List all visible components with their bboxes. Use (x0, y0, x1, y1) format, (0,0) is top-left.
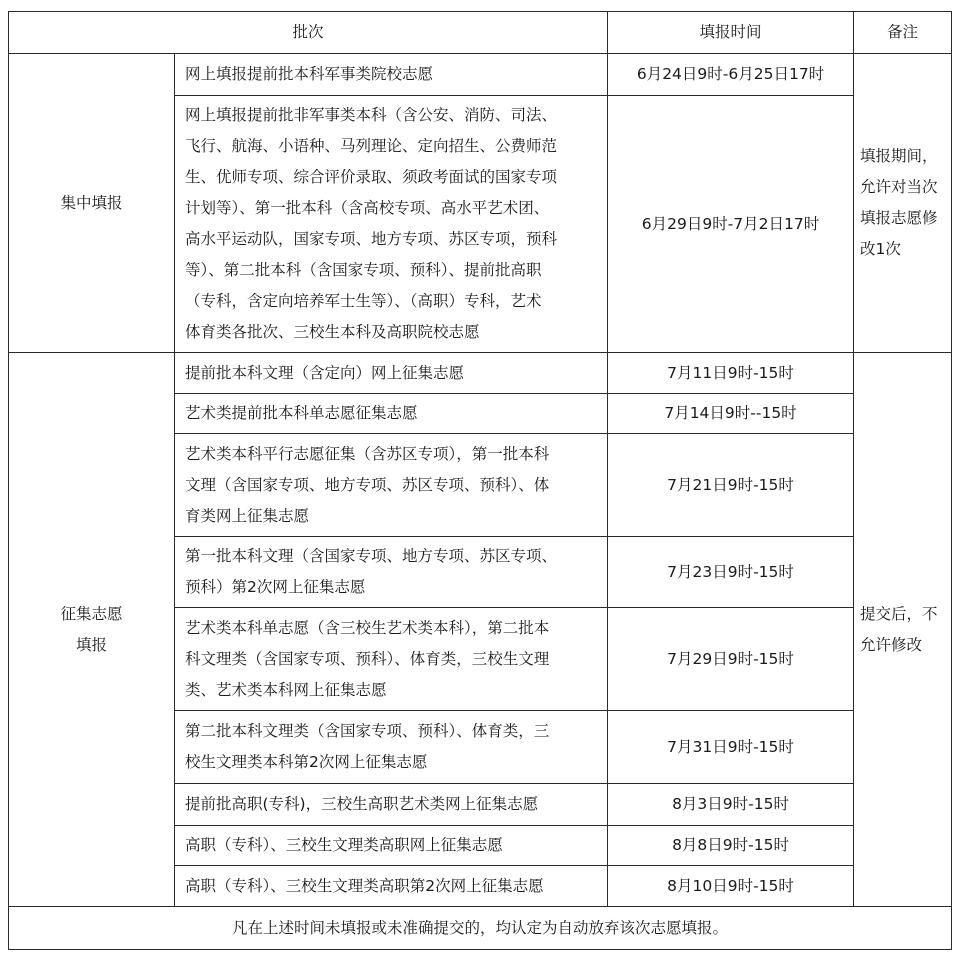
batch-text: 等）、第二批本科（含国家专项、预科）、提前批高职 (185, 261, 542, 279)
note-line: 允许对当次 (860, 178, 938, 196)
batch-text: 高水平运动队，国家专项、地方专项、苏区专项，预科 (185, 230, 558, 248)
header-batch: 批次 (9, 12, 608, 54)
batch-text: 艺术类提前批本科单志愿征集志愿 (185, 404, 418, 422)
time-cell: 7月21日9时-15时 (608, 434, 854, 537)
batch-text: 高职（专科）、三校生文理类高职第2次网上征集志愿 (185, 876, 544, 895)
table-row (9, 54, 952, 96)
footer-row (9, 907, 952, 950)
batch-text: 网上填报提前批非军事类本科（含公安、消防、司法、 (185, 106, 558, 124)
batch-text: 第一批本科文理（含国家专项、地方专项、苏区专项、 (185, 547, 558, 565)
batch-cell (175, 537, 608, 608)
header-note: 备注 (854, 12, 952, 54)
batch-text: 艺术类本科单志愿（含三校生艺术类本科），第二批本 (185, 618, 550, 637)
note-cell-solicitation (854, 353, 952, 907)
time-cell: 8月8日9时-15时 (608, 826, 854, 866)
batch-text: 提前批本科文理（含定向）网上征集志愿 (185, 363, 465, 382)
batch-text: （专科，含定向培养军士生等）、（高职）专科，艺术 (185, 292, 542, 310)
batch-text: 校生文理类本科第2次网上征集志愿 (185, 753, 428, 771)
batch-text: 第二批本科文理类（含国家专项、预科）、体育类，三 (185, 722, 550, 740)
batch-cell (175, 866, 608, 907)
batch-cell (175, 394, 608, 434)
note-line: 允许修改 (860, 635, 923, 654)
batch-cell (175, 96, 608, 353)
note-line: 改1次 (860, 240, 901, 258)
batch-cell (175, 784, 608, 826)
time-cell: 8月10日9时-15时 (608, 866, 854, 907)
schedule-table (8, 11, 952, 950)
batch-text: 科文理类（含国家专项、预科）、体育类，三校生文理 (185, 649, 550, 668)
table-row (9, 353, 952, 394)
time-cell: 7月23日9时-15时 (608, 537, 854, 608)
group-label-line: 填报 (75, 635, 107, 654)
header-row (9, 12, 952, 54)
batch-cell (175, 353, 608, 394)
batch-text: 类、艺术类本科网上征集志愿 (185, 680, 387, 699)
batch-text: 飞行、航海、小语种、马列理论、定向招生、公费师范 (185, 137, 558, 155)
group-label-line: 征集志愿 (60, 604, 123, 623)
note-cell-centralized (854, 54, 952, 353)
batch-cell (175, 711, 608, 784)
header-time: 填报时间 (608, 12, 854, 54)
batch-text: 文理（含国家专项、地方专项、苏区专项、预科）、体 (185, 475, 550, 494)
batch-cell (175, 54, 608, 96)
batch-cell (175, 434, 608, 537)
note-line: 填报志愿修 (860, 209, 938, 227)
batch-text: 高职（专科）、三校生文理类高职网上征集志愿 (185, 836, 503, 854)
time-cell: 8月3日9时-15时 (608, 784, 854, 826)
batch-text: 育类网上征集志愿 (185, 506, 310, 525)
batch-text: 艺术类本科平行志愿征集（含苏区专项），第一批本科 (185, 444, 550, 463)
batch-text: 网上填报提前批本科军事类院校志愿 (185, 65, 434, 83)
note-line: 提交后，不 (860, 604, 938, 623)
batch-cell (175, 826, 608, 866)
time-cell: 6月24日9时-6月25日17时 (608, 54, 854, 96)
batch-text: 计划等）、第一批本科（含高校专项、高水平艺术团、 (185, 199, 550, 217)
note-line: 填报期间， (860, 147, 938, 165)
batch-text: 提前批高职(专科)，三校生高职艺术类网上征集志愿 (185, 795, 539, 813)
batch-text: 体育类各批次、三校生本科及高职院校志愿 (185, 323, 480, 341)
time-cell: 7月29日9时-15时 (608, 608, 854, 711)
group-label-solicitation (9, 353, 175, 907)
time-cell: 7月31日9时-15时 (608, 711, 854, 784)
time-cell: 6月29日9时-7月2日17时 (608, 96, 854, 353)
footer-note: 凡在上述时间未填报或未准确提交的，均认定为自动放弃该次志愿填报。 (9, 907, 952, 950)
batch-text: 预科）第2次网上征集志愿 (185, 578, 366, 596)
batch-cell (175, 608, 608, 711)
group-label-centralized: 集中填报 (9, 54, 175, 353)
batch-text: 生、优师专项、综合评价录取、须政考面试的国家专项 (185, 168, 558, 186)
time-cell: 7月11日9时-15时 (608, 353, 854, 394)
time-cell: 7月14日9时--15时 (608, 394, 854, 434)
